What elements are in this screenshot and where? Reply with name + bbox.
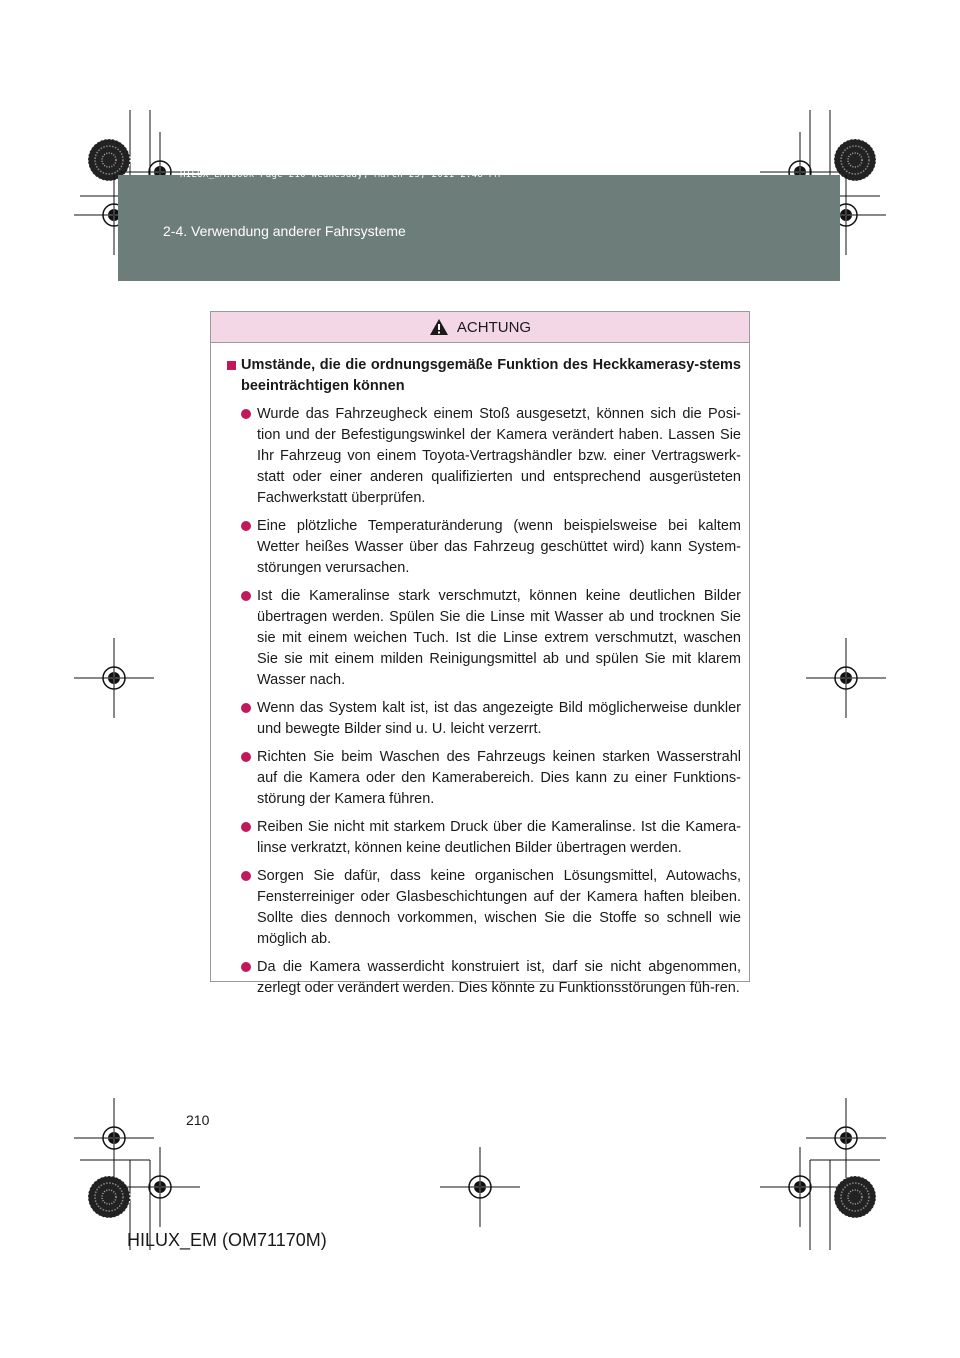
list-item [241,586,741,691]
registration-mark-icon [74,1098,154,1178]
color-target-icon [834,139,876,181]
list-item [241,516,741,579]
round-bullet-icon [241,591,251,601]
color-target-icon [834,1176,876,1218]
warning-topic-text: Umstände, die die ordnungsgemäße Funktion des Heckkamerasy-stems beeinträchtigen können [241,357,741,394]
round-bullet-icon [241,521,251,531]
list-item [241,698,741,740]
round-bullet-icon [241,409,251,419]
registration-mark-icon [806,638,886,718]
list-item-text: Wenn das System kalt ist, ist das angezeigte Bild möglicherweise dunkler und bewegte Bilder sind u. U. leicht verzerrt. [257,700,741,737]
registration-mark-icon [760,1147,840,1227]
list-item-text: Wurde das Fahrzeugheck einem Stoß ausgesetzt, können sich die Posi-tion und der Befestigungswinkel der Kamera verändert haben. Lassen Sie Ihr Fahrzeug von einem Toyota-Vertragshändler bzw. einer Vertragswerk-statt oder einer anderen qualifizierten und entsprechend ausgerüsteten Fachwerkstatt überprüfen. [257,406,741,506]
list-item [241,817,741,859]
list-item [241,747,741,810]
square-bullet-icon [227,361,236,370]
warning-body [211,343,749,999]
warning-triangle-icon [429,318,449,336]
warning-topic [227,355,741,397]
registration-mark-icon [120,1147,200,1227]
color-target-icon [88,1176,130,1218]
list-item-text: Sorgen Sie dafür, dass keine organischen Lösungsmittel, Autowachs, Fensterreiniger oder Glasbeschichtungen auf der Kamera haften bleiben. Sollte dies dennoch vorkommen, wischen Sie die Stoffe so schnell wie möglich ab. [257,868,741,947]
list-item-text: Ist die Kameralinse stark verschmutzt, können keine deutlichen Bilder übertragen werden. Spülen Sie die Linse mit Wasser ab und trocknen Sie sie mit einem weichen Tuch. Ist die Linse extrem verschmutzt, waschen Sie sie mit einem milden Reinigungsmittel ab und spülen Sie mit klarem Wasser nach. [257,588,741,688]
section-title: 2-4. Verwendung anderer Fahrsysteme [163,223,406,239]
registration-mark-icon [440,1147,520,1227]
round-bullet-icon [241,962,251,972]
warning-box [210,311,750,996]
list-item-text: Da die Kamera wasserdicht konstruiert ist, darf sie nicht abgenommen, zerlegt oder verändert werden. Dies könnte zu Funktionsstörungen füh-ren. [257,959,741,996]
page-number: 210 [186,1112,210,1128]
list-item [241,404,741,509]
list-item-text: Eine plötzliche Temperaturänderung (wenn beispielsweise bei kaltem Wetter heißes Wasser über das Fahrzeug geschüttet wird) kann System-störungen verursachen. [257,518,741,576]
print-slug: HILUX_EM.book Page 210 Wednesday, March 23, 2011 2:48 PM [180,170,501,180]
round-bullet-icon [241,822,251,832]
registration-mark-icon [806,1098,886,1178]
round-bullet-icon [241,871,251,881]
manual-code: HILUX_EM (OM71170M) [127,1230,327,1250]
round-bullet-icon [241,752,251,762]
warning-list [227,404,741,999]
registration-mark-icon [74,638,154,718]
warning-header [211,312,749,343]
list-item [241,957,741,999]
list-item [241,866,741,950]
round-bullet-icon [241,703,251,713]
warning-label: ACHTUNG [456,318,532,336]
list-item-text: Richten Sie beim Waschen des Fahrzeugs keinen starken Wasserstrahl auf die Kamera oder den Kamerabereich. Dies kann zu einer Funktions-störung der Kamera führen. [257,749,741,807]
list-item-text: Reiben Sie nicht mit starkem Druck über die Kameralinse. Ist die Kamera-linse verkratzt, können keine deutlichen Bilder übertragen werden. [257,819,741,856]
